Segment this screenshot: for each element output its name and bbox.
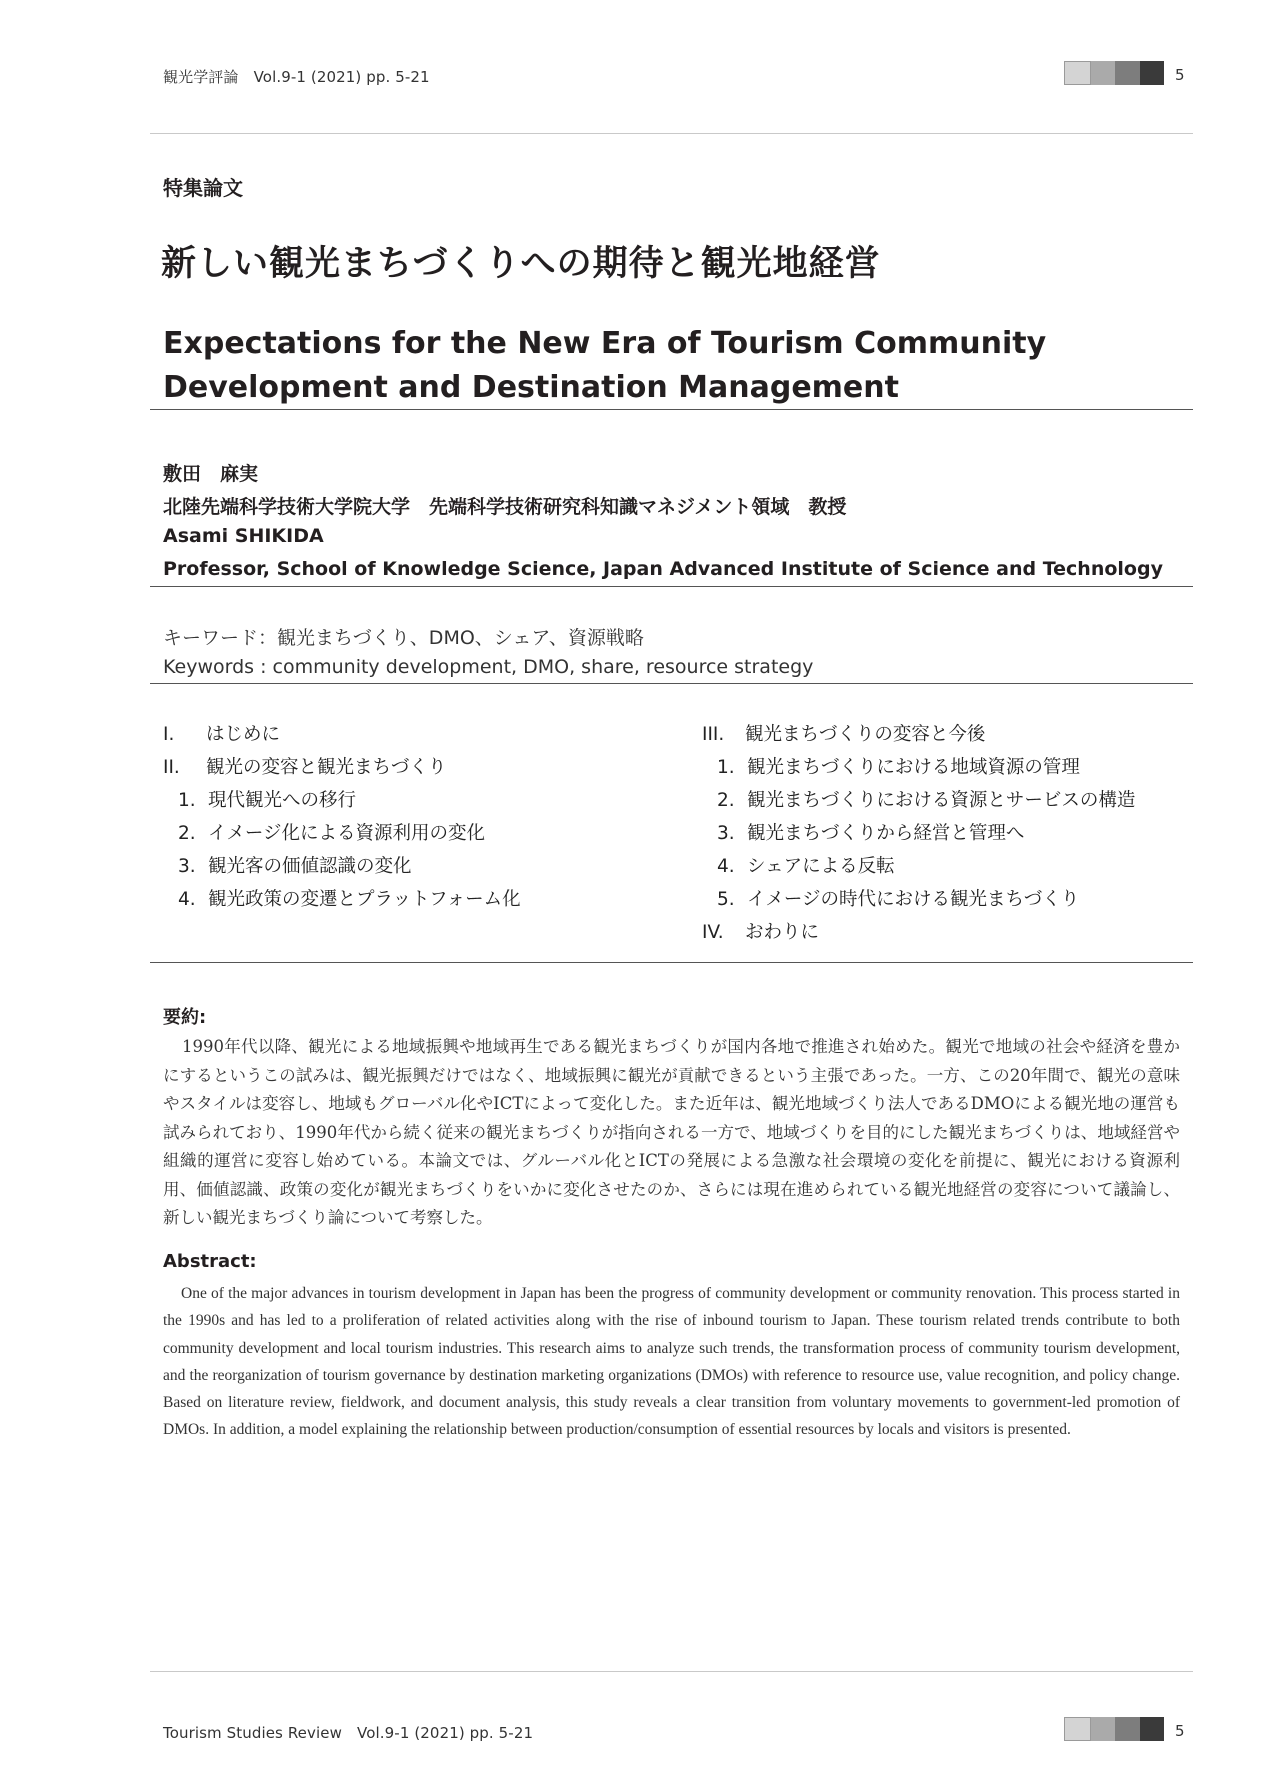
summary-heading: 要約: (163, 1007, 207, 1028)
title-rule (150, 409, 1193, 410)
author-rule (150, 586, 1193, 587)
toc-item: II. 観光の変容と観光まちづくり (163, 757, 447, 778)
abstract-paragraph: One of the major advances in tourism development in Japan has been the progress of community development or community renovation. This process started in the 1990s and has led to a proliferation of related activities along with the rise of inbound tourism to Japan. These tourism related trends contribute to both community development and local tourism industries. This research aims to analyze such trends, the transformation process of community tourism development, and the reorganization of tourism governance by destination marketing organizations (DMOs) with reference to resource use, value recognition, and policy change. Based on literature review, fieldwork, and document analysis, this study reveals a clear transition from voluntary movements to government-led promotion of DMOs. In addition, a model explaining the relationship between production/consumption of essential resources by locals and visitors is presented. (163, 1285, 1180, 1439)
toc-item: III. 観光まちづくりの変容と今後 (702, 724, 986, 745)
abstract-body (163, 1280, 1180, 1444)
keywords-rule (150, 683, 1193, 684)
toc-item: 4. 観光政策の変遷とプラットフォーム化 (178, 889, 521, 910)
toc-item: I. はじめに (163, 724, 281, 745)
author-name-ja: 敷田 麻実 (163, 463, 259, 485)
toc-item: 2. イメージ化による資源利用の変化 (178, 823, 485, 844)
toc-item: IV. おわりに (702, 922, 820, 943)
toc-item: 1. 現代観光への移行 (178, 790, 357, 811)
title-english: Expectations for the New Era of Tourism Community Development and Destination Management (163, 326, 1047, 405)
toc-item: 3. 観光客の価値認識の変化 (178, 856, 412, 877)
running-foot: Tourism Studies Review Vol.9-1 (2021) pp. 5-21 (163, 1724, 534, 1742)
page-marker-blocks (1064, 1717, 1164, 1741)
page-number: 5 (1175, 1722, 1185, 1740)
toc-item: 4. シェアによる反転 (717, 856, 895, 877)
summary-body (163, 1033, 1180, 1233)
author-affiliation-ja: 北陸先端科学技術大学院大学 先端科学技術研究科知識マネジメント領域 教授 (163, 496, 847, 518)
toc-item: 2. 観光まちづくりにおける資源とサービスの構造 (717, 790, 1136, 811)
summary-paragraph: 1990年代以降、観光による地域振興や地域再生である観光まちづくりが国内各地で推進され始めた。観光で地域の社会や経済を豊かにするというこの試みは、観光振興だけではなく、地域振興に観光が貢献できるという主張であった。一方、この20年間で、観光の意味やスタイルは変容し、地域もグローバル化やICTによって変化した。また近年は、観光地域づくり法人であるDMOによる観光地の運営も試みられており、1990年代から続く従来の観光まちづくりが指向される一方で、地域づくりを目的にした観光まちづくりは、地域経営や組織的運営に変容し始めている。本論文では、グルーバル化とICTの発展による急激な社会環境の変化を前提に、観光における資源利用、価値認識、政策の変化が観光まちづくりをいかに変化させたのか、さらには現在進められている観光地経営の変容について議論し、新しい観光まちづくり論について考察した。 (163, 1037, 1180, 1227)
page-number: 5 (1175, 66, 1185, 84)
title-japanese: 新しい観光まちづくりへの期待と観光地経営 (161, 244, 881, 284)
keywords-ja: キーワード：観光まちづくり、DMO、シェア、資源戦略 (163, 627, 644, 649)
running-head: 観光学評論 Vol.9-1 (2021) pp. 5-21 (163, 68, 430, 86)
author-name-en: Asami SHIKIDA (163, 525, 324, 547)
page-marker-blocks (1064, 61, 1164, 85)
article-category: 特集論文 (163, 176, 243, 200)
keywords-en: Keywords : community development, DMO, share, resource strategy (163, 656, 814, 678)
toc-item: 3. 観光まちづくりから経営と管理へ (717, 823, 1025, 844)
toc-item: 5. イメージの時代における観光まちづくり (717, 889, 1080, 910)
toc-item: 1. 観光まちづくりにおける地域資源の管理 (717, 757, 1080, 778)
abstract-heading: Abstract: (163, 1251, 257, 1272)
header-rule (150, 133, 1193, 134)
author-affiliation-en: Professor, School of Knowledge Science, Japan Advanced Institute of Science and Technology (163, 558, 1163, 580)
footer-rule (150, 1671, 1193, 1672)
toc-rule (150, 962, 1193, 963)
